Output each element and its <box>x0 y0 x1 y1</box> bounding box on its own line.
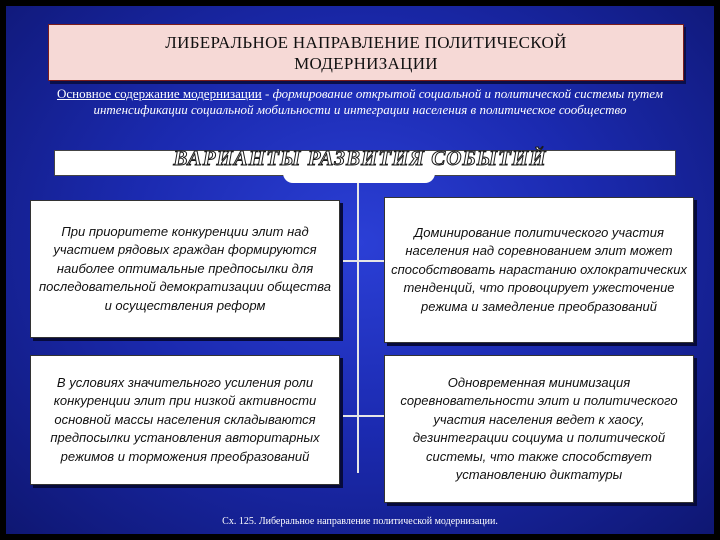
connector-top-right <box>358 260 384 262</box>
title-line-1: ЛИБЕРАЛЬНОЕ НАПРАВЛЕНИЕ ПОЛИТИЧЕСКОЙ <box>165 32 567 52</box>
variants-label: ВАРИАНТЫ РАЗВИТИЯ СОБЫТИЙ <box>173 146 547 170</box>
variant-text-bottom-right: Одновременная минимизация соревновательности элит и политического участия населения ведет к хаосу, дезинтеграции социума и политической системы, что также способствует установлению диктатуры <box>400 374 678 482</box>
figure-caption: Сх. 125. Либеральное направление политической модернизации. <box>222 516 498 527</box>
variant-box-bottom-left <box>30 355 340 485</box>
subtitle <box>40 86 680 117</box>
variant-box-top-left <box>30 200 340 338</box>
variant-text-top-right: Доминирование политического участия населения над соревнованием элит может способствовать нарастанию охлократических тенденций, что провоцирует ужесточение режима и замедление преобразований <box>391 224 687 314</box>
title-line-2: МОДЕРНИЗАЦИИ <box>294 53 438 73</box>
connector-bottom-right <box>358 415 384 417</box>
connector-vertical <box>357 183 359 473</box>
subtitle-rest: - формирование открытой социальной и политической системы путем интенсификации социальной мобильности и интеграции населения в политическое сообщество <box>93 86 663 117</box>
variant-text-bottom-left: В условиях значительного усиления роли конкуренции элит при низкой активности основной массы населения складываются предпосылки установления авторитарных режимов и торможения преобразований <box>50 374 320 464</box>
connector-bottom-left <box>340 415 358 417</box>
variant-box-bottom-right <box>384 355 694 503</box>
subtitle-lead: Основное содержание модернизации <box>56 86 262 101</box>
variant-text-top-left: При приоритете конкуренции элит над участием рядовых граждан формируются наиболее оптимальные предпосылки для последовательной демократизации общества и осуществления реформ <box>39 223 331 313</box>
title-box <box>48 24 684 81</box>
variants-banner-tab <box>283 173 435 183</box>
connector-top-left <box>340 260 358 262</box>
variant-box-top-right <box>384 197 694 343</box>
